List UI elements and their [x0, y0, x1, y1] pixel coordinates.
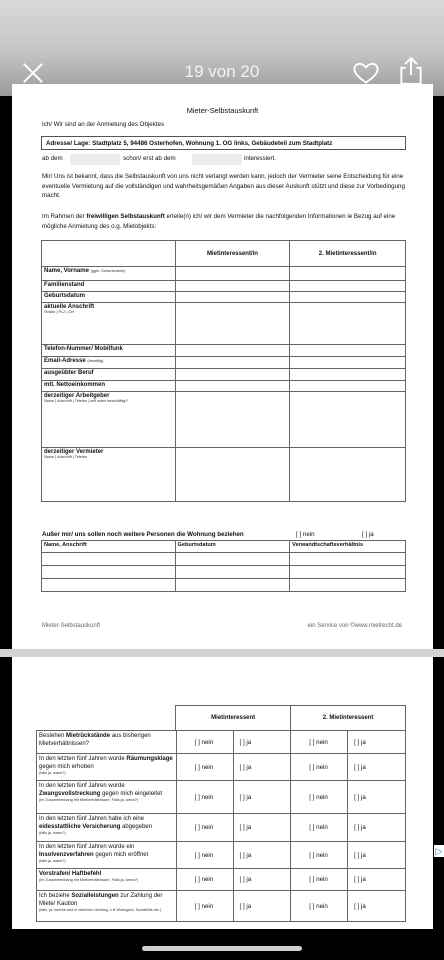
history-question: Bestehen Mietrückstände aus bisherigen Mietverhältnissen? — [37, 731, 177, 754]
footer-left: Mieter-Selbstauskunft — [42, 623, 101, 629]
checkbox-yes[interactable]: [ ] ja — [348, 891, 406, 922]
history-question: In den letzten fünf Jahren habe ich eine eidesstattliche Versicherung abgegeben (falls ja, wann?) — [37, 814, 177, 842]
history-question: In den letzten fünf Jahren wurde Räumungsklage gegen mich erhoben (falls ja, wann?) — [37, 754, 177, 781]
col-applicant-2: 2. Mietinteressent/in — [290, 241, 406, 267]
page-counter: 19 von 20 — [184, 62, 260, 81]
checkbox-no[interactable]: [ ] nein — [176, 754, 233, 781]
history-question: In den letzten fünf Jahren wurde Zwangsvollstreckung gegen mich eingeleitet (im Zusammenhang mit Mietverhältnissen. Falls ja, wann?) — [37, 781, 177, 814]
checkbox-yes[interactable]: [ ] ja — [348, 842, 406, 869]
col-name-address: Name, Anschrift — [42, 541, 176, 553]
page-separator — [0, 649, 444, 657]
checkbox-no[interactable]: [ ] nein — [291, 869, 348, 891]
document-title: Mieter-Selbstauskunft — [186, 106, 259, 115]
checkbox-yes[interactable]: [ ] ja — [348, 731, 406, 754]
chevron-right-icon[interactable]: ▷ — [435, 846, 443, 856]
row-address: aktuelle Anschrift Straße | PLZ | Ort — [42, 303, 176, 345]
since-label: schon/ erst ab dem — [123, 155, 176, 162]
document-page-1 — [12, 84, 433, 649]
history-table — [36, 705, 406, 731]
other-persons-question: Außer mir/ uns sollen noch weitere Personen die Wohnung beziehen — [42, 531, 244, 538]
checkbox-yes[interactable]: [ ] ja — [233, 781, 291, 814]
other-persons-no[interactable]: [ ] nein — [296, 531, 315, 538]
history-row — [37, 754, 406, 781]
from-date-field — [70, 154, 120, 165]
checkbox-yes[interactable]: [ ] ja — [233, 891, 291, 922]
checkbox-yes[interactable]: [ ] ja — [233, 842, 291, 869]
checkbox-yes[interactable]: [ ] ja — [348, 781, 406, 814]
from-label: ab dem — [42, 155, 63, 162]
col-relationship: Verwandtschaftsverhältnis — [290, 541, 406, 553]
checkbox-no[interactable]: [ ] nein — [291, 781, 348, 814]
row-name: Name, Vorname (ggfs. Geburtsname) — [42, 267, 176, 281]
row-landlord: derzeitiger Vermieter Name | Anschrift | Telefon — [42, 448, 176, 502]
applicant-table — [41, 240, 406, 502]
intro-text: Ich/ Wir sind an der Anmietung des Objektes — [42, 121, 165, 128]
col-applicant-1: Mietinteressent/in — [175, 241, 290, 267]
disclaimer-paragraph: Mir/ Uns ist bekannt, dass die Selbstauskunft von uns nicht verlangt werden kann, jedoch der Vermieter seine Entscheidung für eine eventuelle Vermietung auf die vollständigen und wahrheitsgemäßen Angaben aus dieser Auskunft stützt und diese zur Vorbedingung macht. — [42, 173, 405, 200]
checkbox-no[interactable]: [ ] nein — [176, 891, 233, 922]
history-row — [37, 891, 406, 922]
checkbox-no[interactable]: [ ] nein — [291, 842, 348, 869]
col-applicant-1: Mietinteressent — [176, 706, 291, 731]
since-date-field — [192, 154, 242, 165]
footer-right: ein Service von ©www.mietrecht.de — [307, 623, 402, 629]
other-persons-yes[interactable]: [ ] ja — [362, 531, 374, 538]
row-phone: Telefon-Nummer/ Mobilfunk — [42, 345, 176, 357]
heart-icon[interactable] — [352, 58, 380, 86]
history-question: In den letzten fünf Jahren wurde ein Insolvenzverfahren gegen mich eröffnet (falls ja, wann?) — [37, 842, 177, 869]
home-indicator[interactable] — [142, 946, 302, 951]
row-email: Email-Adresse (freiwillig) — [42, 357, 176, 369]
history-row — [37, 869, 406, 891]
row-income: mtl. Nettoeinkommen — [42, 381, 176, 392]
col-birthdate: Geburtsdatum — [175, 541, 290, 553]
checkbox-no[interactable]: [ ] nein — [176, 869, 233, 891]
history-row — [37, 814, 406, 842]
row-marital-status: Familienstand — [42, 281, 176, 292]
row-birthdate: Geburtsdatum — [42, 292, 176, 303]
document-page-2 — [12, 657, 433, 929]
row-employer: derzeitiger Arbeitgeber Name | Anschrift | Telefon | seit wann beschäftigt? — [42, 392, 176, 448]
history-row — [37, 731, 406, 754]
checkbox-yes[interactable]: [ ] ja — [348, 754, 406, 781]
checkbox-no[interactable]: [ ] nein — [291, 891, 348, 922]
checkbox-no[interactable]: [ ] nein — [291, 814, 348, 842]
share-icon[interactable] — [398, 56, 424, 86]
history-question: Vorstrafen/ Haftbefehl (im Zusammenhang mit Mietverhältnissen. Falls ja, wann?) — [37, 869, 177, 891]
interested-label: interessiert. — [244, 155, 276, 162]
history-rows — [36, 730, 406, 922]
checkbox-no[interactable]: [ ] nein — [176, 781, 233, 814]
voluntary-paragraph: Im Rahmen der freiwilligen Selbstauskunft erteile(n) ich/ wir dem Vermieter die nachfolgenden Informationen ie Bezug auf eine mögliche Anmietung des o.g. Mietobjekts: — [42, 213, 396, 230]
row-profession: ausgeübter Beruf — [42, 369, 176, 381]
checkbox-yes[interactable]: [ ] ja — [233, 754, 291, 781]
checkbox-no[interactable]: [ ] nein — [176, 814, 233, 842]
checkbox-no[interactable]: [ ] nein — [176, 731, 233, 754]
other-persons-table — [41, 540, 406, 592]
checkbox-yes[interactable]: [ ] ja — [233, 731, 291, 754]
history-row — [37, 842, 406, 869]
checkbox-yes[interactable]: [ ] ja — [233, 814, 291, 842]
checkbox-no[interactable]: [ ] nein — [176, 842, 233, 869]
checkbox-no[interactable]: [ ] nein — [291, 754, 348, 781]
viewer-header — [0, 0, 444, 96]
history-question: Ich beziehe Sozialleistungen zur Zahlung der Miete/ Kaution (falls, ja, welche und in welchem Umfang, z.B Wohngeld, Sozialhilfe etc.) — [37, 891, 177, 922]
checkbox-yes[interactable]: [ ] ja — [233, 869, 291, 891]
history-row — [37, 781, 406, 814]
address-box: Adresse/ Lage: Stadtplatz 5, 94486 Osterhofen, Wohnung 1. OG links, Gebäudeteil zum Stadtplatz — [41, 136, 406, 150]
checkbox-yes[interactable]: [ ] ja — [348, 814, 406, 842]
checkbox-yes[interactable]: [ ] ja — [348, 869, 406, 891]
col-applicant-2: 2. Mietinteressent — [291, 706, 406, 731]
checkbox-no[interactable]: [ ] nein — [291, 731, 348, 754]
